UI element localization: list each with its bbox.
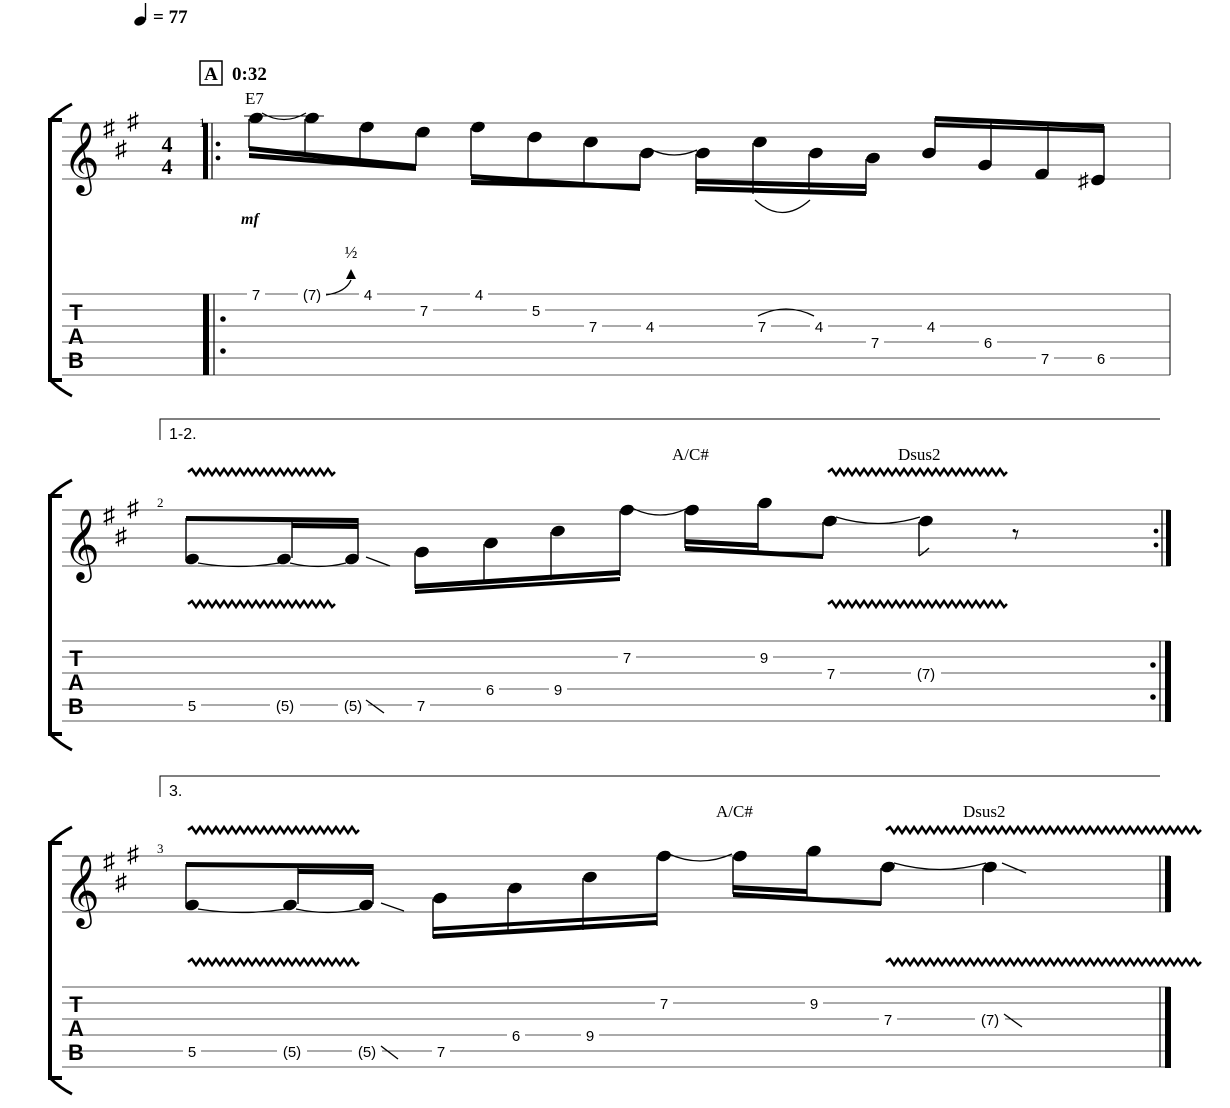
svg-text:9: 9 [553, 682, 563, 699]
svg-text:♯: ♯ [103, 503, 115, 529]
svg-text:9: 9 [585, 1028, 595, 1045]
svg-text:7: 7 [1040, 351, 1050, 368]
svg-text:4: 4 [363, 287, 373, 304]
system-2 [50, 419, 1171, 750]
svg-text:7: 7 [757, 319, 767, 336]
vibrato-lines [188, 827, 1201, 965]
svg-text:A: A [68, 1016, 84, 1041]
time-signature [162, 132, 173, 179]
chord-symbol: A/C# [716, 802, 753, 821]
staff-lines [62, 123, 1170, 179]
svg-text:T: T [69, 646, 83, 671]
eighth-rest: 𝄾 [1012, 520, 1020, 551]
rehearsal-time: 0:32 [232, 64, 267, 85]
volta-bracket [160, 776, 1160, 800]
key-signature [103, 842, 139, 896]
svg-text:4: 4 [161, 132, 173, 157]
system-3 [50, 776, 1201, 1094]
svg-text:4: 4 [926, 319, 936, 336]
svg-text:♯: ♯ [103, 849, 115, 875]
svg-text:4: 4 [161, 154, 173, 179]
svg-text:(7): (7) [980, 1012, 1000, 1029]
svg-text:♯: ♯ [127, 496, 139, 522]
key-signature [103, 109, 139, 163]
volta-label: 3. [169, 783, 183, 800]
svg-text:9: 9 [809, 996, 819, 1013]
chord-symbol: Dsus2 [898, 445, 941, 464]
svg-text:7: 7 [870, 335, 880, 352]
svg-text:4: 4 [814, 319, 824, 336]
treble-clef: 𝄞 [63, 124, 100, 192]
svg-text:5: 5 [187, 1044, 197, 1061]
svg-text:9: 9 [759, 650, 769, 667]
tab-clef [68, 992, 84, 1065]
bend-marking [326, 243, 358, 295]
system-1 [50, 89, 1170, 396]
chord-symbol: Dsus2 [963, 802, 1006, 821]
tab-clef [68, 300, 84, 373]
tab-numbers [247, 286, 1110, 368]
svg-text:♯: ♯ [103, 116, 115, 142]
svg-text:♯: ♯ [115, 870, 127, 896]
svg-text:(5): (5) [357, 1044, 377, 1061]
measure-number: 2 [157, 495, 164, 510]
svg-text:7: 7 [588, 319, 598, 336]
svg-text:B: B [68, 1040, 84, 1065]
tab-lines [62, 641, 1170, 721]
svg-text:♯: ♯ [127, 842, 139, 868]
svg-text:♯: ♯ [115, 524, 127, 550]
svg-text:7: 7 [622, 650, 632, 667]
svg-text:(7): (7) [302, 287, 322, 304]
tab-lines [62, 294, 1170, 375]
svg-text:7: 7 [419, 303, 429, 320]
svg-text:7: 7 [826, 666, 836, 683]
system-bracket [50, 496, 62, 734]
svg-text:(7): (7) [916, 666, 936, 683]
tab-end-repeat [1150, 641, 1171, 722]
chord-symbol: A/C# [672, 445, 709, 464]
system-bracket [50, 843, 62, 1078]
tempo-marking [133, 3, 188, 28]
svg-text:6: 6 [485, 682, 495, 699]
svg-text:4: 4 [474, 287, 484, 304]
svg-text:(5): (5) [282, 1044, 302, 1061]
beams [249, 116, 1104, 196]
bend-amount: ½ [344, 243, 358, 262]
svg-text:T: T [69, 992, 83, 1017]
svg-text:♯: ♯ [127, 109, 139, 135]
svg-text:7: 7 [416, 698, 426, 715]
svg-text:A: A [68, 670, 84, 695]
measure-number: 1 [199, 115, 206, 130]
svg-text:5: 5 [531, 303, 541, 320]
chord-symbol: E7 [245, 89, 264, 108]
tab-clef [68, 646, 84, 719]
key-signature [103, 496, 139, 550]
svg-text:♯: ♯ [115, 137, 127, 163]
svg-text:A: A [68, 324, 84, 349]
svg-text:(5): (5) [343, 698, 363, 715]
svg-text:(5): (5) [275, 698, 295, 715]
svg-text:7: 7 [883, 1012, 893, 1029]
volta-label: 1-2. [169, 426, 197, 443]
rehearsal-letter: A [204, 64, 218, 85]
svg-text:B: B [68, 348, 84, 373]
svg-text:6: 6 [983, 335, 993, 352]
svg-text:4: 4 [645, 319, 655, 336]
treble-clef: 𝄞 [63, 511, 100, 579]
svg-text:6: 6 [511, 1028, 521, 1045]
measure-number: 3 [157, 841, 164, 856]
sharp-accidental: ♯ [1078, 168, 1089, 193]
system-bracket [50, 120, 62, 380]
rehearsal-mark [200, 61, 267, 85]
svg-text:7: 7 [659, 996, 669, 1013]
svg-text:7: 7 [436, 1044, 446, 1061]
dynamic-mf: mf [241, 211, 259, 228]
svg-text:T: T [69, 300, 83, 325]
volta-bracket [160, 419, 1160, 443]
svg-text:B: B [68, 694, 84, 719]
svg-text:6: 6 [1096, 351, 1106, 368]
tab-final-barline [1160, 987, 1171, 1068]
svg-text:7: 7 [251, 287, 261, 304]
treble-clef: 𝄞 [63, 857, 100, 925]
tab-start-repeat [203, 294, 226, 375]
tempo-text: = 77 [153, 7, 188, 28]
svg-text:5: 5 [187, 698, 197, 715]
